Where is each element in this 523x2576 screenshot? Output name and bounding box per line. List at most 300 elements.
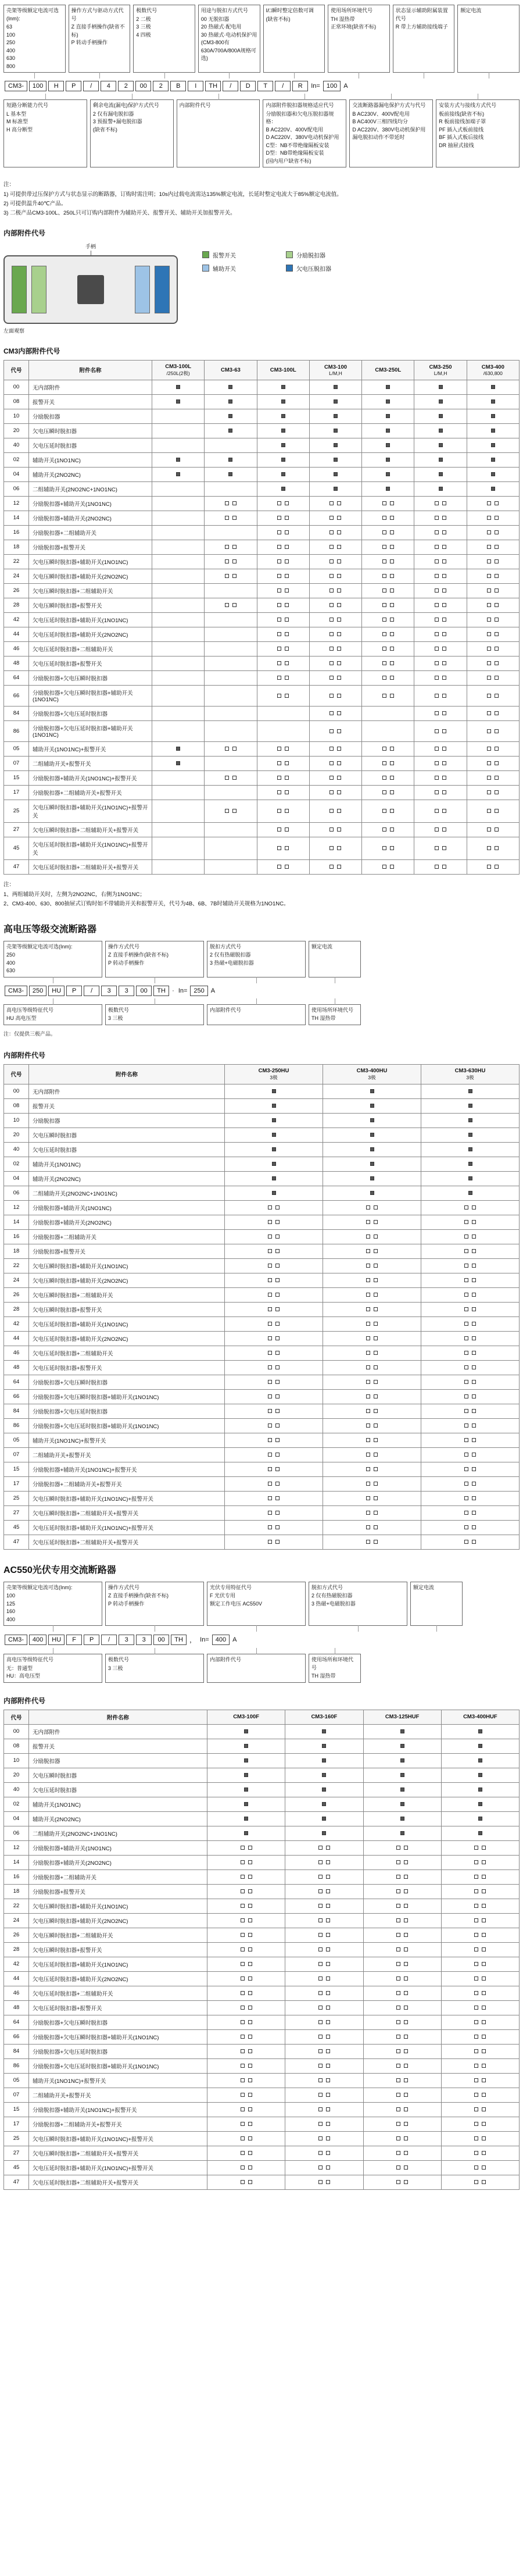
option-mark-icon	[482, 2049, 486, 2053]
option-mark-icon	[382, 747, 386, 751]
availability-cell	[421, 1186, 520, 1200]
option-mark-icon	[396, 1889, 400, 1893]
option-mark-icon	[404, 2020, 408, 2024]
option-mark-icon	[244, 1787, 248, 1792]
option-mark-icon	[329, 809, 334, 813]
option-mark-icon	[487, 809, 491, 813]
table-row	[4, 1724, 520, 1739]
callout-line: D型：NB带绝缘隔板安装	[266, 150, 324, 156]
table-row	[4, 1229, 520, 1244]
availability-cell	[323, 1113, 421, 1128]
availability-cell	[441, 1971, 519, 1986]
availability-cell	[363, 2146, 441, 2160]
option-mark-icon	[487, 761, 491, 765]
availability-cell	[362, 583, 414, 598]
option-mark-icon	[390, 676, 394, 680]
availability-cell	[152, 706, 205, 720]
option-mark-icon	[404, 2006, 408, 2010]
accessory-name: 辅助开关(2NO2NC)	[29, 467, 152, 481]
availability-cell	[441, 2044, 519, 2058]
callout-title: 使用场所和环境代号	[311, 1657, 354, 1671]
option-mark-icon	[272, 1147, 276, 1151]
availability-cell	[421, 1389, 520, 1404]
availability-cell	[205, 511, 257, 525]
option-mark-icon	[442, 618, 446, 622]
table-row	[4, 394, 520, 409]
option-mark-icon	[374, 1380, 378, 1384]
model-segment: D	[240, 81, 256, 91]
availability-cell	[421, 1375, 520, 1389]
accessory-name: 分励脱扣器	[29, 1753, 207, 1768]
option-mark-icon	[472, 1220, 476, 1224]
availability-cell	[257, 612, 309, 627]
availability-cell	[363, 1928, 441, 1942]
availability-cell	[152, 800, 205, 822]
option-mark-icon	[442, 846, 446, 850]
option-mark-icon	[390, 545, 394, 549]
option-mark-icon	[275, 1540, 280, 1544]
accessory-name: 分励脱扣器+辅助开关(2NO2NC)	[29, 1855, 207, 1869]
accessory-code: 02	[4, 1797, 29, 1811]
option-mark-icon	[396, 2049, 400, 2053]
option-mark-icon	[277, 827, 281, 832]
availability-cell	[285, 2160, 363, 2175]
callout-line: 100	[6, 31, 16, 38]
option-mark-icon	[337, 530, 341, 534]
availability-cell	[257, 380, 309, 394]
availability-cell	[309, 641, 361, 656]
availability-cell	[207, 1957, 285, 1971]
option-mark-icon	[366, 1249, 370, 1253]
accessory-name: 欠电压延时脱扣器+报警开关	[29, 656, 152, 670]
option-mark-icon	[244, 1758, 248, 1762]
option-mark-icon	[326, 1933, 330, 1937]
table-row	[4, 1128, 520, 1142]
option-mark-icon	[248, 1962, 252, 1966]
availability-cell	[362, 569, 414, 583]
callout-line: Z 直接手柄操作(缺省不标)	[108, 952, 169, 958]
availability-cell	[207, 1913, 285, 1928]
table-row	[4, 1404, 520, 1418]
breaker-body	[3, 255, 178, 324]
accessory-code: 08	[4, 1098, 29, 1113]
model-sub: 3极	[270, 1074, 278, 1080]
note-line: 3) 二极产品CM3-100L、250L只可订购内部附件为辅助开关、报警开关、辅助开关加报警开关。	[3, 210, 236, 217]
option-mark-icon	[495, 661, 499, 665]
table-row	[4, 1782, 520, 1797]
table-row	[4, 1535, 520, 1549]
option-mark-icon	[382, 632, 386, 636]
model-segment: I	[188, 81, 203, 91]
callout-line: 3 三极	[108, 1015, 123, 1022]
accessory-code: 17	[4, 1476, 29, 1491]
availability-cell	[323, 1229, 421, 1244]
availability-cell	[363, 1768, 441, 1782]
availability-cell	[421, 1200, 520, 1215]
callout-title: 极数代号	[136, 8, 157, 13]
option-mark-icon	[268, 1511, 272, 1515]
availability-cell	[441, 1986, 519, 2000]
legend-item	[202, 251, 278, 259]
availability-cell	[309, 756, 361, 770]
availability-cell	[414, 641, 467, 656]
availability-cell	[152, 627, 205, 641]
accessory-code: 04	[4, 1811, 29, 1826]
accessory-name: 欠电压瞬时脱扣器+二组辅助开关+报警开关	[29, 2146, 207, 2160]
option-mark-icon	[268, 1482, 272, 1486]
accessory-code: 05	[4, 741, 29, 756]
availability-cell	[225, 1331, 323, 1346]
availability-cell	[323, 1171, 421, 1186]
table-row	[4, 2015, 520, 2029]
option-mark-icon	[464, 1293, 468, 1297]
option-mark-icon	[396, 1976, 400, 1981]
accessory-code: 47	[4, 1535, 29, 1549]
availability-cell	[421, 1084, 520, 1098]
option-mark-icon	[495, 790, 499, 794]
table-row	[4, 1739, 520, 1753]
accessory-code: 66	[4, 1389, 29, 1404]
callout-line: 分励脱扣器和欠电压脱扣器规格：	[266, 110, 334, 124]
accessory-code: 15	[4, 1462, 29, 1476]
availability-cell	[441, 2102, 519, 2117]
availability-cell	[467, 380, 519, 394]
table-row	[4, 409, 520, 423]
availability-cell	[363, 1797, 441, 1811]
callout-line: PF 插入式板前接线	[439, 126, 484, 133]
option-mark-icon	[495, 809, 499, 813]
availability-cell	[467, 583, 519, 598]
table-row	[4, 540, 520, 554]
option-mark-icon	[248, 2122, 252, 2126]
accessory-name: 欠电压瞬时脱扣器+辅助开关(1NO1NC)	[29, 554, 152, 569]
accessory-name: 欠电压延时脱扣器+二组辅助开关+报警开关	[29, 1535, 225, 1549]
availability-cell	[257, 554, 309, 569]
callout-box	[349, 99, 433, 167]
option-mark-icon	[487, 827, 491, 832]
option-mark-icon	[272, 1133, 276, 1137]
table-row	[4, 2088, 520, 2102]
option-mark-icon	[318, 1904, 323, 1908]
option-mark-icon	[495, 761, 499, 765]
availability-cell	[257, 859, 309, 874]
accessory-code: 22	[4, 1899, 29, 1913]
option-mark-icon	[482, 1875, 486, 1879]
accessory-code: 66	[4, 685, 29, 706]
availability-cell	[362, 598, 414, 612]
option-mark-icon	[337, 545, 341, 549]
option-mark-icon	[248, 2165, 252, 2170]
availability-cell	[205, 612, 257, 627]
option-mark-icon	[370, 1162, 374, 1166]
option-mark-icon	[404, 1846, 408, 1850]
model-designation-cm3	[3, 5, 520, 167]
option-mark-icon	[482, 1904, 486, 1908]
option-mark-icon	[285, 809, 289, 813]
option-mark-icon	[248, 1933, 252, 1937]
table-row	[4, 2102, 520, 2117]
option-mark-icon	[404, 2093, 408, 2097]
option-mark-icon	[474, 1904, 478, 1908]
availability-cell	[205, 756, 257, 770]
model-column-header	[225, 1064, 323, 1084]
accessory-code: 05	[4, 2073, 29, 2088]
option-mark-icon	[326, 2180, 330, 2184]
option-mark-icon	[272, 1176, 276, 1180]
option-mark-icon	[472, 1409, 476, 1413]
option-mark-icon	[495, 588, 499, 593]
availability-cell	[421, 1098, 520, 1113]
availability-cell	[205, 670, 257, 685]
option-mark-icon	[390, 865, 394, 869]
option-mark-icon	[318, 2006, 323, 2010]
availability-cell	[414, 583, 467, 598]
option-mark-icon	[390, 809, 394, 813]
model-segment: A	[210, 987, 216, 994]
option-mark-icon	[495, 618, 499, 622]
option-mark-icon	[277, 588, 281, 593]
callout-title: 内部附件脱扣器规格适应代号	[266, 102, 334, 108]
option-mark-icon	[386, 399, 390, 404]
option-mark-icon	[366, 1525, 370, 1529]
accessory-name: 分励脱扣器+二组辅助开关	[29, 525, 152, 540]
callout-line: BF 插入式板后接线	[439, 134, 484, 140]
option-mark-icon	[329, 574, 334, 578]
model-segment: R	[292, 81, 308, 91]
availability-cell	[467, 409, 519, 423]
option-mark-icon	[337, 711, 341, 715]
option-mark-icon	[272, 1162, 276, 1166]
option-mark-icon	[487, 559, 491, 563]
option-mark-icon	[464, 1322, 468, 1326]
option-mark-icon	[268, 1453, 272, 1457]
callout-line: HU 高电压型	[6, 1015, 37, 1022]
option-mark-icon	[390, 516, 394, 520]
callout-title: 极数代号	[108, 1657, 130, 1663]
option-mark-icon	[232, 545, 237, 549]
availability-cell	[421, 1142, 520, 1157]
availability-cell	[309, 706, 361, 720]
availability-cell	[257, 627, 309, 641]
option-mark-icon	[495, 827, 499, 832]
option-mark-icon	[326, 2020, 330, 2024]
model-column-header	[421, 1064, 520, 1084]
option-mark-icon	[491, 429, 495, 433]
option-mark-icon	[248, 2180, 252, 2184]
option-mark-icon	[474, 2136, 478, 2140]
availability-cell	[257, 394, 309, 409]
availability-cell	[467, 720, 519, 741]
availability-cell	[363, 2000, 441, 2015]
option-mark-icon	[495, 694, 499, 698]
option-mark-icon	[495, 711, 499, 715]
availability-cell	[152, 554, 205, 569]
availability-cell	[323, 1505, 421, 1520]
option-mark-icon	[482, 1933, 486, 1937]
accessory-name: 辅助开关(1NO1NC)+报警开关	[29, 2073, 207, 2088]
availability-cell	[257, 598, 309, 612]
model-segment: In=	[311, 83, 320, 90]
availability-cell	[205, 569, 257, 583]
option-mark-icon	[390, 603, 394, 607]
table-row	[4, 1491, 520, 1505]
table-row	[4, 525, 520, 540]
accessory-table	[3, 360, 520, 875]
option-mark-icon	[487, 618, 491, 622]
table-row	[4, 1826, 520, 1840]
availability-cell	[257, 685, 309, 706]
option-mark-icon	[225, 809, 229, 813]
option-mark-icon	[396, 1918, 400, 1922]
option-mark-icon	[487, 603, 491, 607]
availability-cell	[285, 2000, 363, 2015]
availability-cell	[225, 1229, 323, 1244]
callout-line: M 标准型	[6, 119, 28, 124]
accessory-code: 84	[4, 706, 29, 720]
availability-cell	[467, 554, 519, 569]
option-mark-icon	[232, 574, 237, 578]
option-mark-icon	[337, 647, 341, 651]
option-mark-icon	[474, 2078, 478, 2082]
option-mark-icon	[285, 545, 289, 549]
availability-cell	[205, 583, 257, 598]
option-mark-icon	[482, 1947, 486, 1951]
availability-cell	[207, 1899, 285, 1913]
availability-cell	[414, 496, 467, 511]
availability-cell	[421, 1491, 520, 1505]
option-mark-icon	[478, 1773, 482, 1777]
callout-box	[3, 1654, 102, 1683]
option-mark-icon	[248, 2107, 252, 2111]
callout-line: 正常环境(缺省不标)	[331, 24, 377, 30]
option-mark-icon	[366, 1205, 370, 1209]
availability-cell	[152, 569, 205, 583]
accessory-name: 分励脱扣器+辅助开关(1NO1NC)	[29, 1200, 225, 1215]
model-segment: P	[84, 1635, 99, 1645]
option-mark-icon	[439, 458, 443, 462]
availability-cell	[414, 656, 467, 670]
option-mark-icon	[228, 458, 232, 462]
option-mark-icon	[241, 2122, 245, 2126]
accessory-code: 17	[4, 785, 29, 800]
availability-cell	[421, 1535, 520, 1549]
table-row	[4, 785, 520, 800]
option-mark-icon	[374, 1482, 378, 1486]
option-mark-icon	[241, 1947, 245, 1951]
availability-cell	[152, 770, 205, 785]
option-mark-icon	[472, 1511, 476, 1515]
callout-line: 无：普通型	[6, 1665, 33, 1671]
availability-cell	[467, 511, 519, 525]
availability-cell	[323, 1491, 421, 1505]
availability-cell	[285, 1782, 363, 1797]
availability-cell	[285, 1826, 363, 1840]
option-mark-icon	[400, 1758, 404, 1762]
availability-cell	[309, 481, 361, 496]
table-row	[4, 2131, 520, 2146]
option-mark-icon	[277, 865, 281, 869]
model-segment: CM3-	[5, 1635, 27, 1645]
option-mark-icon	[400, 1773, 404, 1777]
availability-cell	[323, 1302, 421, 1316]
model-segment: 100	[323, 81, 341, 91]
availability-cell	[363, 1753, 441, 1768]
availability-cell	[225, 1404, 323, 1418]
availability-cell	[414, 859, 467, 874]
availability-cell	[362, 467, 414, 481]
accessory-name: 分励脱扣器+欠电压延时脱扣器	[29, 1404, 225, 1418]
accessory-name: 欠电压延时脱扣器+辅助开关(1NO1NC)	[29, 1957, 207, 1971]
option-mark-icon	[495, 530, 499, 534]
accessory-name: 欠电压延时脱扣器+报警开关	[29, 2000, 207, 2015]
availability-cell	[421, 1287, 520, 1302]
accessory-name: 二组辅助开关(2NO2NC+1NO1NC)	[29, 1826, 207, 1840]
option-mark-icon	[326, 1991, 330, 1995]
option-mark-icon	[396, 1904, 400, 1908]
note-line: 2、CM3-400、630、800抽屉式订购时如不带辅助开关和报警开关，代号为4B、6B、7B时辅助开关规格为1NO1NC。	[3, 900, 289, 907]
accessory-code: 16	[4, 1229, 29, 1244]
option-mark-icon	[482, 1889, 486, 1893]
callout-line: 2 仅有热磁脱扣器	[210, 952, 251, 958]
availability-cell	[467, 423, 519, 438]
option-mark-icon	[366, 1423, 370, 1428]
option-mark-icon	[382, 827, 386, 832]
option-mark-icon	[329, 559, 334, 563]
accessory-position-diagram	[3, 242, 520, 334]
option-mark-icon	[464, 1264, 468, 1268]
option-mark-icon	[366, 1438, 370, 1442]
availability-cell	[414, 800, 467, 822]
code-header: 代号	[4, 360, 29, 380]
option-mark-icon	[277, 530, 281, 534]
callout-line: TH 湿热带	[311, 1015, 336, 1022]
option-mark-icon	[491, 458, 495, 462]
accessory-name: 欠电压瞬时脱扣器	[29, 1128, 225, 1142]
alarm-switch-slot	[12, 266, 27, 313]
availability-cell	[207, 1724, 285, 1739]
option-mark-icon	[225, 559, 229, 563]
option-mark-icon	[285, 501, 289, 505]
option-mark-icon	[495, 846, 499, 850]
availability-cell	[441, 1739, 519, 1753]
availability-cell	[414, 423, 467, 438]
option-mark-icon	[400, 1744, 404, 1748]
option-mark-icon	[277, 501, 281, 505]
availability-cell	[323, 1462, 421, 1476]
availability-cell	[363, 2015, 441, 2029]
availability-cell	[441, 1899, 519, 1913]
callout-title: 壳架等级额定电流可选(Inm):	[6, 943, 73, 950]
option-mark-icon	[318, 2107, 323, 2111]
option-mark-icon	[275, 1482, 280, 1486]
option-mark-icon	[435, 729, 439, 733]
accessory-name: 报警开关	[29, 1739, 207, 1753]
table-row	[4, 438, 520, 452]
option-mark-icon	[225, 516, 229, 520]
availability-cell	[441, 1884, 519, 1899]
option-mark-icon	[468, 1147, 472, 1151]
option-mark-icon	[435, 618, 439, 622]
availability-cell	[414, 837, 467, 859]
option-mark-icon	[334, 399, 338, 404]
availability-cell	[362, 756, 414, 770]
availability-cell	[257, 785, 309, 800]
accessory-code: 25	[4, 800, 29, 822]
option-mark-icon	[442, 574, 446, 578]
availability-cell	[225, 1186, 323, 1200]
option-mark-icon	[248, 1991, 252, 1995]
availability-cell	[323, 1476, 421, 1491]
